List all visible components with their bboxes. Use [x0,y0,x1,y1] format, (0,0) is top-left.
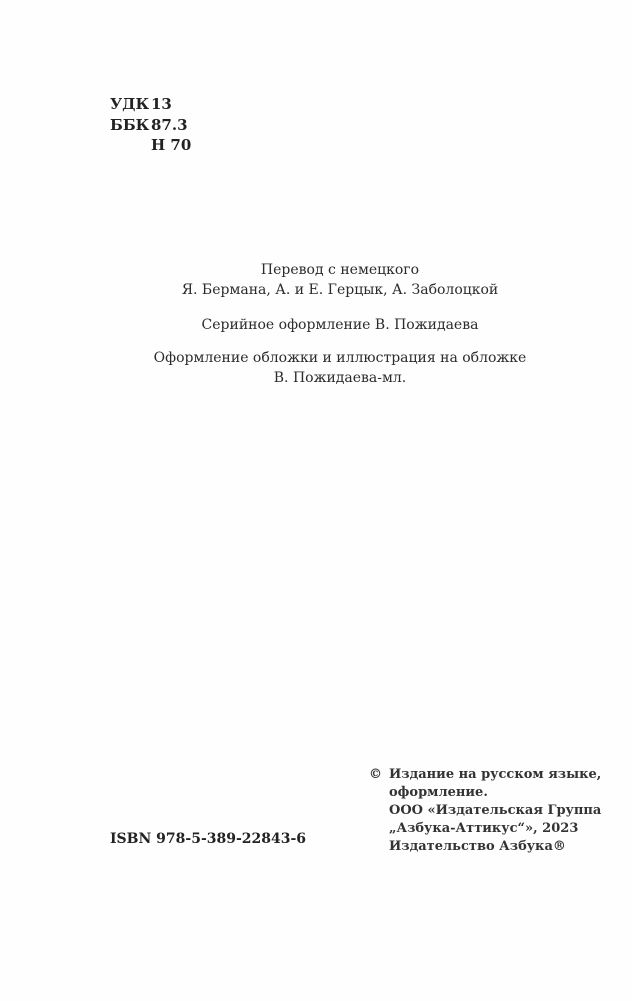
copyright-line: Издательство Азбука® [389,839,566,854]
cover-designer: В. Пожидаева-мл. [273,370,407,386]
cover-design-heading: Оформление обложки и иллюстрация на обложке [153,350,527,366]
copyright-line: оформление. [389,785,488,800]
cover-design-credits [0,348,632,388]
series-design-credit [0,315,632,335]
translation-heading: Перевод с немецкого [260,262,420,278]
translation-credits [0,260,632,300]
copyright-notice [369,766,601,856]
copyright-text [389,766,601,856]
copyright-line: „Азбука-Аттикус“», 2023 [389,821,579,836]
isbn-number: ISBN 978-5-389-22843-6 [110,831,307,847]
bbk-label: ББК [110,115,150,134]
author-mark-label [110,135,151,156]
author-mark-row [110,135,191,156]
translators: Я. Бермана, А. и Е. Герцык, А. Заболоцкой [181,282,499,298]
copyright-icon: © [369,767,382,782]
classification-codes [110,94,191,156]
bbk-row [110,115,191,136]
author-mark-value: Н 70 [151,136,192,154]
udk-value: 13 [151,95,172,113]
bbk-value: 87.3 [151,115,188,134]
udk-label: УДК [110,95,150,113]
copyright-line: ООО «Издательская Группа [389,803,602,818]
udk-row [110,94,191,115]
series-design-text: Серийное оформление В. Пожидаева [201,317,479,333]
copyright-line: Издание на русском языке, [389,767,602,782]
